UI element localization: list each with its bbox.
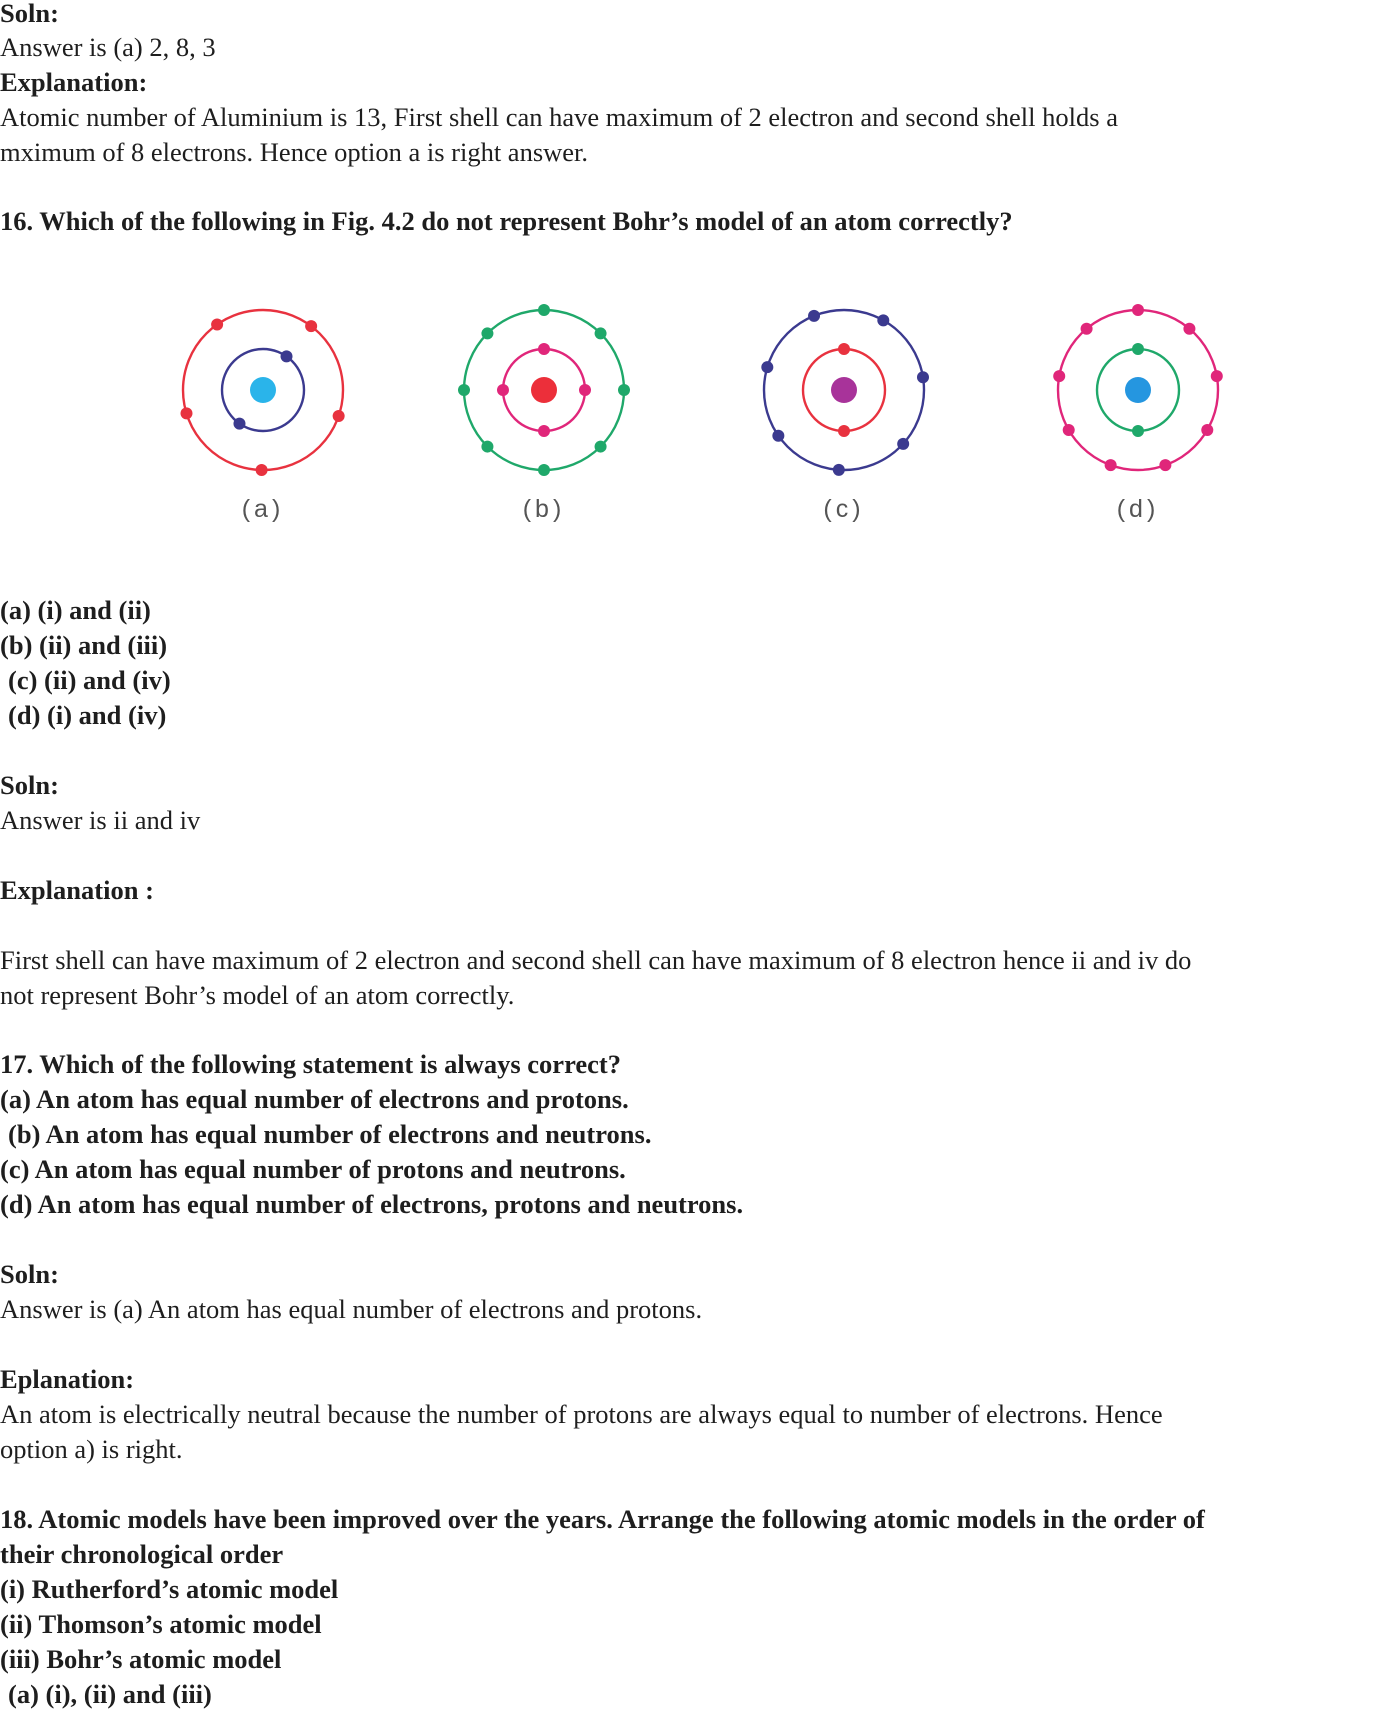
atom-b-label: (b) (522, 495, 566, 523)
q16-option-a: (a) (i) and (ii) (0, 595, 151, 625)
q18-question-line-1: 18. Atomic models have been improved over the years. Arrange the following atomic models in the order of (0, 1504, 1205, 1534)
q17-option-c: (c) An atom has equal number of protons and neutrons. (0, 1154, 626, 1184)
q16-option-b: (b) (ii) and (iii) (0, 630, 168, 660)
q18-item-ii: (ii) Thomson’s atomic model (0, 1609, 322, 1639)
bohr-model-figure (0, 290, 1396, 540)
q16-question: 16. Which of the following in Fig. 4.2 do not represent Bohr’s model of an atom correctly? (0, 206, 1013, 236)
q16-explanation-heading: Explanation : (0, 875, 154, 905)
q18-question-line-2: their chronological order (0, 1539, 284, 1569)
atom-c (744, 290, 944, 530)
q17-explanation-heading: Eplanation: (0, 1364, 135, 1394)
atom-b-diagram-icon (444, 290, 644, 490)
q17-option-b: (b) An atom has equal number of electrons and neutrons. (8, 1119, 652, 1149)
q15-explanation-heading: Explanation: (0, 67, 148, 97)
q15-explanation-line-2: mximum of 8 electrons. Hence option a is right answer. (0, 137, 589, 167)
q16-soln-heading: Soln: (0, 770, 59, 800)
q17-answer: Answer is (a) An atom has equal number of electrons and protons. (0, 1294, 703, 1324)
q16-explanation-line-1: First shell can have maximum of 2 electron and second shell can have maximum of 8 electron hence ii and iv do (0, 945, 1192, 975)
q17-question: 17. Which of the following statement is always correct? (0, 1049, 621, 1079)
q15-answer: Answer is (a) 2, 8, 3 (0, 32, 216, 62)
atom-c-label: (c) (823, 495, 865, 523)
q16-explanation-line-2: not represent Bohr’s model of an atom correctly. (0, 980, 515, 1010)
atom-d-diagram-icon (1038, 290, 1238, 490)
q17-explanation-line-1: An atom is electrically neutral because the number of protons are always equal to number of electrons. Hence (0, 1399, 1163, 1429)
q15-soln-heading: Soln: (0, 0, 59, 28)
atom-b (444, 290, 644, 530)
atom-d-label: (d) (1116, 495, 1160, 523)
q17-soln-heading: Soln: (0, 1259, 59, 1289)
q17-option-a: (a) An atom has equal number of electrons and protons. (0, 1084, 629, 1114)
q16-option-d: (d) (i) and (iv) (8, 700, 167, 730)
q17-explanation-line-2: option a) is right. (0, 1434, 183, 1464)
q18-item-i: (i) Rutherford’s atomic model (0, 1574, 339, 1604)
q17-option-d: (d) An atom has equal number of electrons, protons and neutrons. (0, 1189, 744, 1219)
q18-option-a: (a) (i), (ii) and (iii) (8, 1679, 212, 1709)
q16-option-c: (c) (ii) and (iv) (8, 665, 171, 695)
atom-a (163, 290, 363, 530)
atom-a-label: (a) (241, 495, 285, 523)
q15-explanation-line-1: Atomic number of Aluminium is 13, First shell can have maximum of 2 electron and second shell holds a (0, 102, 1118, 132)
atom-d (1038, 290, 1238, 530)
atom-c-diagram-icon (744, 290, 944, 490)
atom-a-diagram-icon (163, 290, 363, 490)
q18-item-iii: (iii) Bohr’s atomic model (0, 1644, 282, 1674)
q16-answer: Answer is ii and iv (0, 805, 201, 835)
